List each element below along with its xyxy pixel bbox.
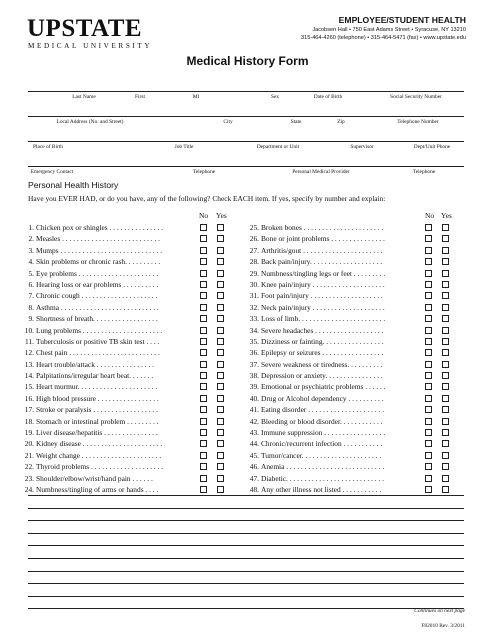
item-number: 3. <box>28 245 34 255</box>
no-checkbox[interactable] <box>200 452 207 459</box>
no-checkbox[interactable] <box>425 235 432 242</box>
yes-checkbox[interactable] <box>217 383 224 390</box>
item-label: Severe weakness or tiredness. . . . . . . . . . <box>261 359 383 369</box>
item-number: 31. <box>249 291 259 301</box>
health-item <box>247 381 452 392</box>
item-number: 26. <box>249 234 259 244</box>
no-checkbox[interactable] <box>425 406 432 413</box>
no-checkbox[interactable] <box>200 349 207 356</box>
item-label: Emotional or psychiatric problems . . . . . . <box>261 382 386 392</box>
health-item <box>22 438 227 449</box>
item-label: Back pain/injury. . . . . . . . . . . . . . . . . . . . <box>261 257 383 267</box>
field-label: Dept/Unit Phone <box>413 144 451 150</box>
yes-checkbox[interactable] <box>442 258 449 265</box>
no-checkbox[interactable] <box>425 383 432 390</box>
yes-checkbox[interactable] <box>217 304 224 311</box>
item-number: 12. <box>24 348 34 358</box>
explanation-line[interactable] <box>28 583 464 584</box>
item-label: Thyroid problems . . . . . . . . . . . . . . . . . . . . <box>36 462 164 472</box>
item-label: Kidney disease . . . . . . . . . . . . . . . . . . . . . . <box>36 439 163 449</box>
item-number: 36. <box>249 348 259 358</box>
item-label: Mumps . . . . . . . . . . . . . . . . . . . . . . . . . . . . <box>36 245 163 255</box>
department-header <box>301 15 466 42</box>
field-label: Emergency Contact <box>30 169 74 175</box>
explanation-line[interactable] <box>28 596 464 597</box>
continues-note: Continues on next page <box>414 608 465 614</box>
item-label: Foot pain/injury . . . . . . . . . . . . . . . . . . . . <box>261 291 383 301</box>
field-label: Social Security Number <box>390 94 442 100</box>
health-item <box>247 222 452 233</box>
yes-checkbox[interactable] <box>442 224 449 231</box>
yes-checkbox[interactable] <box>217 235 224 242</box>
no-checkbox[interactable] <box>425 258 432 265</box>
item-label: Neck pain/injury . . . . . . . . . . . . . . . . . . . . <box>261 302 385 312</box>
yes-checkbox[interactable] <box>217 247 224 254</box>
university-logo: UPSTATE <box>27 15 143 42</box>
yes-checkbox[interactable] <box>217 292 224 299</box>
item-label: Chest pain . . . . . . . . . . . . . . . . . . . . . . . . . <box>36 348 160 358</box>
item-label: Shortness of breath. . . . . . . . . . . . . . . . . . <box>36 314 158 324</box>
yes-checkbox[interactable] <box>442 452 449 459</box>
explanation-line[interactable] <box>28 608 464 609</box>
yes-checkbox[interactable] <box>442 372 449 379</box>
health-item <box>247 313 452 324</box>
explanation-line[interactable] <box>28 545 464 546</box>
item-number: 43. <box>249 428 259 438</box>
field-label: Date of Birth <box>313 94 343 100</box>
no-checkbox[interactable] <box>200 429 207 436</box>
item-number: 48. <box>249 484 259 494</box>
health-item <box>22 313 227 324</box>
item-number: 24. <box>24 484 34 494</box>
health-item <box>247 370 452 381</box>
item-label: Chicken pox or shingles . . . . . . . . . . . . . . . <box>36 223 164 232</box>
health-item <box>247 325 452 336</box>
item-label: Bleeding or blood disorder. . . . . . . . . . . . <box>261 416 383 426</box>
yes-checkbox[interactable] <box>217 429 224 436</box>
health-item <box>22 233 227 244</box>
health-item <box>247 359 452 370</box>
item-number: 21. <box>24 450 34 460</box>
health-item <box>247 279 452 290</box>
no-checkbox[interactable] <box>425 440 432 447</box>
item-label: Anemia . . . . . . . . . . . . . . . . . . . . . . . . . . . <box>261 462 385 472</box>
no-checkbox[interactable] <box>425 486 432 493</box>
yes-checkbox[interactable] <box>442 395 449 402</box>
item-number: 10. <box>24 325 34 335</box>
yes-checkbox[interactable] <box>217 406 224 413</box>
yes-checkbox[interactable] <box>442 418 449 425</box>
health-item <box>22 290 227 301</box>
item-number: 4. <box>28 257 34 267</box>
yes-checkbox[interactable] <box>217 270 224 277</box>
item-number: 33. <box>249 314 259 324</box>
no-checkbox[interactable] <box>425 349 432 356</box>
yes-checkbox[interactable] <box>217 224 224 231</box>
health-item <box>247 268 452 279</box>
item-label: Drug or Alcohol dependency . . . . . . . . . . <box>261 393 384 403</box>
field-label: First <box>135 94 145 100</box>
fill-in-line[interactable] <box>28 91 464 92</box>
item-number: 16. <box>24 393 34 403</box>
item-label: Severe headaches . . . . . . . . . . . . . . . . . . . <box>261 325 384 335</box>
no-checkbox[interactable] <box>425 315 432 322</box>
yes-checkbox[interactable] <box>217 418 224 425</box>
no-checkbox[interactable] <box>425 338 432 345</box>
form-title: Medical History Form <box>186 54 309 68</box>
no-checkbox[interactable] <box>425 463 432 470</box>
no-checkbox[interactable] <box>425 270 432 277</box>
field-label: Last Name <box>72 94 96 100</box>
item-label: Knee pain/injury . . . . . . . . . . . . . . . . . . . . <box>261 279 385 289</box>
item-number: 27. <box>249 245 259 255</box>
health-item <box>247 256 452 267</box>
yes-checkbox[interactable] <box>217 315 224 322</box>
item-label: Chronic/recurrent infection . . . . . . . . . . . <box>261 439 383 449</box>
item-label: Stroke or paralysis . . . . . . . . . . . . . . . . . . <box>36 405 158 415</box>
health-item <box>247 438 452 449</box>
health-item <box>22 427 227 438</box>
no-checkbox[interactable] <box>425 327 432 334</box>
item-label: Numbness/tingling legs or feet . . . . . . . . . <box>261 268 386 278</box>
health-item <box>247 302 452 313</box>
explanation-line[interactable] <box>28 571 464 572</box>
health-item <box>247 484 452 495</box>
yes-checkbox[interactable] <box>217 440 224 447</box>
yes-checkbox[interactable] <box>442 440 449 447</box>
item-label: Heart trouble/attack . . . . . . . . . . . . . . . . <box>36 359 155 369</box>
no-checkbox[interactable] <box>425 475 432 482</box>
section-instruction: Have you EVER HAD, or do you have, any of the following? Check EACH item. If yes, specify by number and explain: <box>28 194 386 203</box>
no-checkbox[interactable] <box>200 327 207 334</box>
item-number: 32. <box>249 302 259 312</box>
no-checkbox[interactable] <box>200 383 207 390</box>
yes-checkbox[interactable] <box>442 383 449 390</box>
item-label: Loss of limb. . . . . . . . . . . . . . . . . . . . . . . . <box>261 314 386 324</box>
no-checkbox[interactable] <box>200 361 207 368</box>
health-item <box>247 347 452 358</box>
explanation-line[interactable] <box>28 533 464 534</box>
health-items-right-column <box>247 222 452 495</box>
department-address: Jacobsen Hall • 750 East Adams Street • Syracuse, NY 13210 <box>312 27 466 33</box>
no-checkbox[interactable] <box>200 338 207 345</box>
yes-checkbox[interactable] <box>217 349 224 356</box>
item-label: Broken bones . . . . . . . . . . . . . . . . . . . . . . <box>261 223 384 232</box>
no-checkbox[interactable] <box>200 258 207 265</box>
item-label: Measles . . . . . . . . . . . . . . . . . . . . . . . . . . . <box>36 234 160 244</box>
health-item <box>22 222 227 233</box>
no-column-header: No <box>425 211 435 220</box>
item-number: 47. <box>249 473 259 483</box>
health-item <box>22 393 227 404</box>
item-number: 45. <box>249 450 259 460</box>
item-label: High blood pressure . . . . . . . . . . . . . . . . . <box>36 393 159 403</box>
health-item <box>22 473 227 484</box>
health-items-left-column <box>22 222 227 495</box>
item-label: Numbness/tingling of arms or hands . . . . <box>36 484 159 494</box>
item-number: 17. <box>24 405 34 415</box>
no-checkbox[interactable] <box>200 486 207 493</box>
yes-checkbox[interactable] <box>217 463 224 470</box>
item-number: 30. <box>249 279 259 289</box>
item-label: Shoulder/elbow/wrist/hand pain . . . . . . <box>36 473 153 483</box>
item-number: 14. <box>24 371 34 381</box>
item-label: Immune suppression . . . . . . . . . . . . . . . . . <box>261 428 386 438</box>
yes-column-header: Yes <box>441 211 452 220</box>
item-number: 11. <box>25 336 34 346</box>
item-number: 15. <box>24 382 34 392</box>
yes-checkbox[interactable] <box>442 315 449 322</box>
item-label: Asthma . . . . . . . . . . . . . . . . . . . . . . . . . . . <box>36 302 159 312</box>
health-item <box>22 404 227 415</box>
health-item <box>22 484 227 495</box>
item-label: Epilepsy or seizures . . . . . . . . . . . . . . . . . <box>261 348 384 358</box>
field-label: Department or Unit <box>256 144 300 150</box>
item-number: 23. <box>24 473 34 483</box>
no-checkbox[interactable] <box>200 463 207 470</box>
item-label: Lung problems . . . . . . . . . . . . . . . . . . . . . . <box>36 325 163 335</box>
item-label: Chronic cough . . . . . . . . . . . . . . . . . . . . . <box>36 291 158 301</box>
item-number: 1. <box>28 223 34 232</box>
field-label: Personal Medical Provider <box>292 169 350 175</box>
no-checkbox[interactable] <box>425 281 432 288</box>
item-label: Hearing loss or ear problems . . . . . . . . . . <box>36 279 159 289</box>
yes-checkbox[interactable] <box>442 475 449 482</box>
no-checkbox[interactable] <box>425 361 432 368</box>
field-label: State <box>290 119 302 125</box>
health-item <box>22 461 227 472</box>
no-checkbox[interactable] <box>425 304 432 311</box>
item-number: 37. <box>249 359 259 369</box>
item-number: 20. <box>24 439 34 449</box>
field-label: City <box>223 119 233 125</box>
health-item <box>22 302 227 313</box>
item-label: Diabetic. . . . . . . . . . . . . . . . . . . . . . . . . . . <box>261 473 384 483</box>
health-item <box>22 325 227 336</box>
health-item <box>22 256 227 267</box>
yes-checkbox[interactable] <box>217 395 224 402</box>
yes-checkbox[interactable] <box>442 270 449 277</box>
yes-checkbox[interactable] <box>217 327 224 334</box>
item-label: Arthritis/gout . . . . . . . . . . . . . . . . . . . . . . <box>261 245 383 255</box>
yes-checkbox[interactable] <box>217 452 224 459</box>
health-item <box>22 370 227 381</box>
university-logo-subtitle: MEDICAL UNIVERSITY <box>28 42 153 50</box>
health-item <box>247 416 452 427</box>
item-label: Heart murmur. . . . . . . . . . . . . . . . . . . . . . <box>36 382 158 392</box>
item-label: Tuberculosis or positive TB skin test . . . . <box>36 336 160 346</box>
item-number: 38. <box>249 371 259 381</box>
yes-checkbox[interactable] <box>217 475 224 482</box>
field-label: Telephone Number <box>397 119 439 125</box>
item-number: 35. <box>249 336 259 346</box>
health-item <box>247 290 452 301</box>
field-label: Local Address (No. and Street) <box>56 119 124 125</box>
department-title: EMPLOYEE/STUDENT HEALTH <box>338 15 466 25</box>
no-checkbox[interactable] <box>425 429 432 436</box>
item-number: 25. <box>249 223 259 232</box>
item-label: Eye problems . . . . . . . . . . . . . . . . . . . . . . <box>36 268 159 278</box>
health-item <box>247 393 452 404</box>
health-item <box>247 461 452 472</box>
yes-checkbox[interactable] <box>442 429 449 436</box>
field-label: Zip <box>337 119 345 125</box>
health-item <box>247 245 452 256</box>
yes-checkbox[interactable] <box>442 486 449 493</box>
no-checkbox[interactable] <box>200 418 207 425</box>
health-item <box>22 359 227 370</box>
yes-checkbox[interactable] <box>217 361 224 368</box>
yes-checkbox[interactable] <box>442 247 449 254</box>
yes-checkbox[interactable] <box>442 235 449 242</box>
form-number: F82010 Rev. 3/2011 <box>421 623 465 629</box>
yes-checkbox[interactable] <box>442 281 449 288</box>
no-checkbox[interactable] <box>200 292 207 299</box>
no-checkbox[interactable] <box>200 475 207 482</box>
yes-checkbox[interactable] <box>442 304 449 311</box>
item-number: 9. <box>28 314 34 324</box>
explanation-line[interactable] <box>28 495 464 496</box>
yes-checkbox[interactable] <box>217 258 224 265</box>
item-number: 5. <box>28 268 34 278</box>
field-label: Place of Birth <box>33 144 63 150</box>
item-label: Dizziness or fainting. . . . . . . . . . . . . . . . . <box>261 336 384 346</box>
field-label: Telephone <box>192 169 216 175</box>
yes-checkbox[interactable] <box>217 338 224 345</box>
no-checkbox[interactable] <box>200 224 207 231</box>
explanation-line[interactable] <box>28 558 464 559</box>
item-label: Stomach or intestinal problem . . . . . . . . . <box>36 416 159 426</box>
fill-in-line[interactable] <box>28 166 464 167</box>
no-checkbox[interactable] <box>200 406 207 413</box>
yes-checkbox[interactable] <box>217 281 224 288</box>
health-item <box>22 381 227 392</box>
no-checkbox[interactable] <box>425 247 432 254</box>
no-checkbox[interactable] <box>425 418 432 425</box>
field-label: Job Title <box>174 144 194 150</box>
item-label: Bone or joint problems . . . . . . . . . . . . . . . <box>261 234 385 244</box>
item-number: 8. <box>28 302 34 312</box>
item-number: 42. <box>249 416 259 426</box>
health-item <box>247 336 452 347</box>
health-item <box>22 245 227 256</box>
yes-column-header: Yes <box>216 211 227 220</box>
health-item <box>22 279 227 290</box>
item-label: Liver disease/hepatitis . . . . . . . . . . . . . . . <box>36 428 158 438</box>
item-number: 29. <box>249 268 259 278</box>
item-number: 22. <box>24 462 34 472</box>
yes-checkbox[interactable] <box>442 338 449 345</box>
health-item <box>247 473 452 484</box>
item-number: 7. <box>28 291 34 301</box>
field-label: Telephone <box>412 169 436 175</box>
explanation-line[interactable] <box>28 520 464 521</box>
no-checkbox[interactable] <box>200 440 207 447</box>
item-label: Skin problems or chronic rash. . . . . . . . . . <box>36 257 161 267</box>
yes-checkbox[interactable] <box>442 327 449 334</box>
no-checkbox[interactable] <box>200 304 207 311</box>
no-checkbox[interactable] <box>200 235 207 242</box>
item-label: Depression or anxiety. . . . . . . . . . . . . . . . <box>261 371 383 381</box>
health-item <box>247 427 452 438</box>
health-item <box>22 347 227 358</box>
no-checkbox[interactable] <box>425 372 432 379</box>
item-number: 13. <box>24 359 34 369</box>
item-number: 46. <box>249 462 259 472</box>
health-item <box>22 268 227 279</box>
item-number: 41. <box>249 405 259 415</box>
item-label: Weight change . . . . . . . . . . . . . . . . . . . . . . <box>36 450 162 460</box>
health-item <box>22 416 227 427</box>
health-item <box>247 233 452 244</box>
no-checkbox[interactable] <box>425 395 432 402</box>
item-label: Eating disorder . . . . . . . . . . . . . . . . . . . . . <box>261 405 384 415</box>
fill-in-line[interactable] <box>28 141 464 142</box>
item-number: 18. <box>24 416 34 426</box>
item-label: Any other illness not listed . . . . . . . . . . . <box>261 484 382 494</box>
no-checkbox[interactable] <box>425 292 432 299</box>
item-number: 2. <box>28 234 34 244</box>
no-checkbox[interactable] <box>200 315 207 322</box>
item-label: Tumor/cancer. . . . . . . . . . . . . . . . . . . . . . <box>261 450 382 460</box>
field-label: MI <box>192 94 200 100</box>
health-item <box>247 450 452 461</box>
yes-checkbox[interactable] <box>442 463 449 470</box>
item-number: 28. <box>249 257 259 267</box>
section-title: Personal Health History <box>28 180 119 190</box>
department-phone: 315-464-4260 (telephone) • 315-464-5471 (fax) • www.upstate.edu <box>301 35 466 41</box>
health-item <box>22 450 227 461</box>
yes-checkbox[interactable] <box>442 406 449 413</box>
item-label: Palpitations/irregular heart beat. . . . . . . <box>36 371 154 381</box>
yes-checkbox[interactable] <box>217 486 224 493</box>
yes-checkbox[interactable] <box>442 361 449 368</box>
field-label: Sex <box>270 94 280 100</box>
health-item <box>247 404 452 415</box>
health-item <box>22 336 227 347</box>
yes-checkbox[interactable] <box>217 372 224 379</box>
fill-in-line[interactable] <box>28 116 464 117</box>
no-checkbox[interactable] <box>200 247 207 254</box>
no-checkbox[interactable] <box>200 281 207 288</box>
item-number: 6. <box>28 279 34 289</box>
no-checkbox[interactable] <box>200 395 207 402</box>
item-number: 34. <box>249 325 259 335</box>
yes-checkbox[interactable] <box>442 349 449 356</box>
no-column-header: No <box>199 211 209 220</box>
item-number: 40. <box>249 393 259 403</box>
explanation-line[interactable] <box>28 508 464 509</box>
item-number: 39. <box>249 382 259 392</box>
no-checkbox[interactable] <box>200 270 207 277</box>
item-number: 19. <box>24 428 34 438</box>
no-checkbox[interactable] <box>200 372 207 379</box>
item-number: 44. <box>249 439 259 449</box>
no-checkbox[interactable] <box>425 224 432 231</box>
no-checkbox[interactable] <box>425 452 432 459</box>
yes-checkbox[interactable] <box>442 292 449 299</box>
field-label: Supervisor <box>350 144 374 150</box>
